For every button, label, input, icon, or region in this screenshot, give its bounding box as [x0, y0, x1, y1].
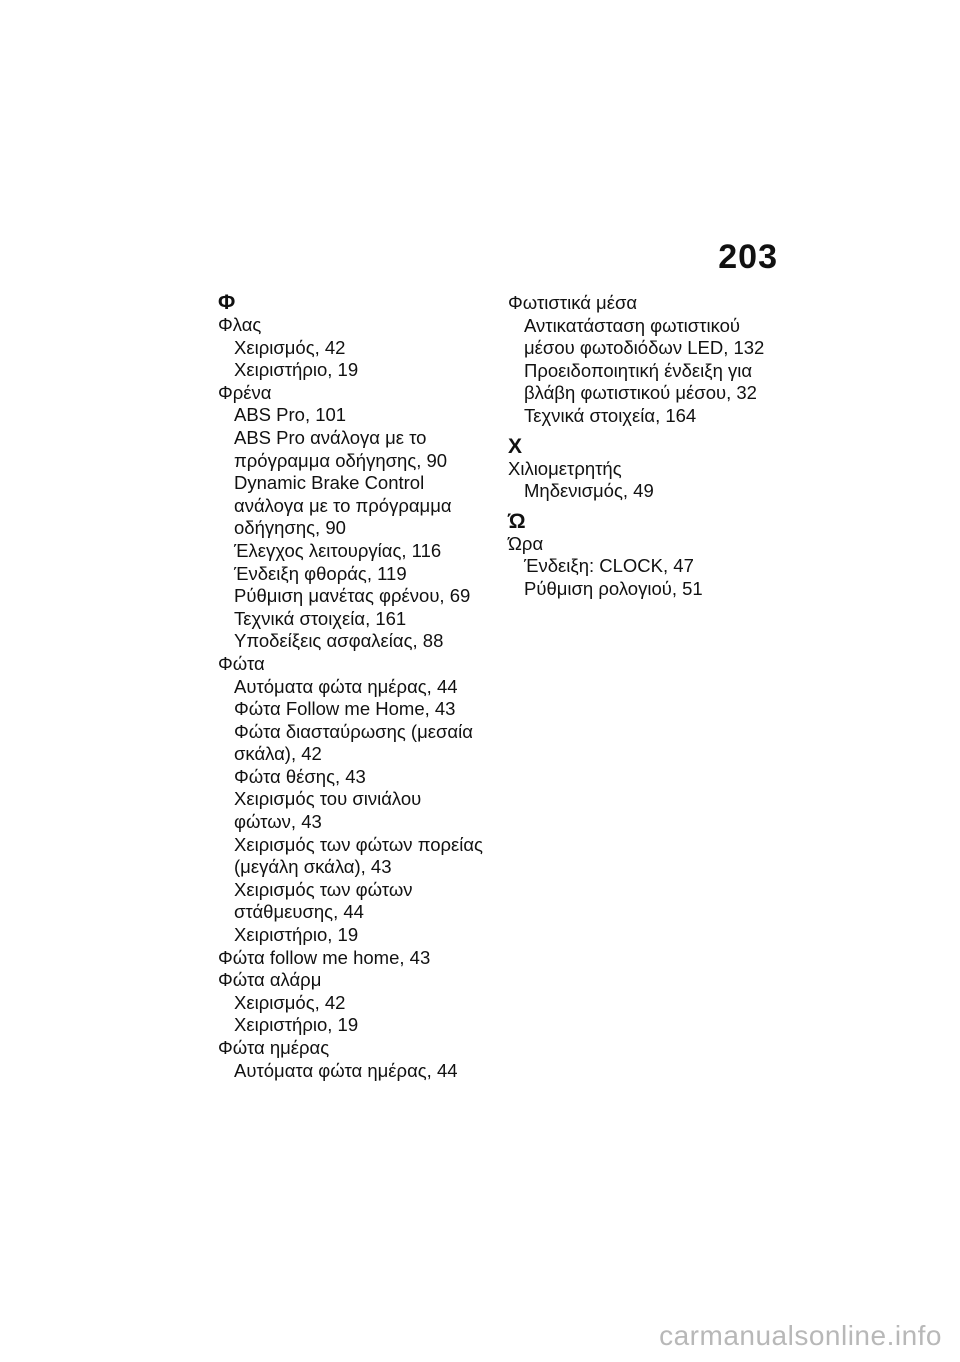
page-number: 203: [718, 238, 778, 276]
index-subentry: Χειρισμός, 42: [234, 991, 346, 1013]
index-subentry: (μεγάλη σκάλα), 43: [234, 856, 392, 878]
index-subentry: στάθμευσης, 44: [234, 901, 364, 923]
index-subentry: Μηδενισμός, 49: [524, 480, 654, 502]
index-entry: Χιλιομετρητής: [508, 457, 622, 479]
index-subentry: Αυτόματα φώτα ημέρας, 44: [234, 675, 458, 697]
index-entry: Ώρα: [508, 532, 544, 554]
index-subentry: ABS Pro ανάλογα με το: [234, 426, 427, 448]
index-subentry: Έλεγχος λειτουργίας, 116: [234, 539, 442, 561]
index-subentry: Προειδοποιητική ένδειξη για: [524, 359, 753, 381]
index-subentry: Φώτα διασταύρωσης (μεσαία: [234, 720, 473, 742]
index-subentry: Φώτα Follow me Home, 43: [234, 698, 456, 720]
index-column-right: [508, 292, 778, 601]
index-subentry: Ρύθμιση ρολογιού, 51: [524, 577, 703, 599]
index-subentry: Dynamic Brake Control: [234, 472, 425, 494]
watermark: carmanualsonline.info: [659, 1320, 942, 1351]
index-subentry: Χειριστήριο, 19: [234, 924, 359, 946]
index-subentry: βλάβη φωτιστικού μέσου, 32: [524, 382, 757, 404]
index-subentry: Ένδειξη φθοράς, 119: [234, 562, 407, 584]
index-subentry: Τεχνικά στοιχεία, 164: [524, 404, 697, 426]
index-subentry: Ένδειξη: CLOCK, 47: [524, 555, 694, 577]
index-subentry: φώτων, 43: [234, 811, 322, 833]
index-subentry: Υποδείξεις ασφαλείας, 88: [234, 630, 444, 652]
index-column-left: [218, 292, 488, 1082]
index-subentry: Φώτα θέσης, 43: [234, 765, 366, 787]
index-subentry: ανάλογα με το πρόγραμμα: [234, 494, 452, 516]
index-subentry: Αντικατάσταση φωτιστικού: [524, 314, 741, 336]
index-subentry: Χειριστήριο, 19: [234, 1014, 359, 1036]
index-entry: Φώτα follow me home, 43: [218, 946, 431, 968]
index-subentry: Χειρισμός των φώτων πορείας: [234, 833, 483, 855]
index-subentry: Χειρισμός των φώτων: [234, 878, 413, 900]
index-subentry: Ρύθμιση μανέτας φρένου, 69: [234, 585, 471, 607]
index-entry: Φωτιστικά μέσα: [508, 292, 638, 313]
index-subentry: Χειρισμός του σινιάλου: [234, 788, 422, 810]
section-letter: Ώ: [508, 509, 526, 533]
index-entry: Φλας: [218, 314, 262, 335]
index-subentry: ABS Pro, 101: [234, 404, 347, 426]
index-subentry: οδήγησης, 90: [234, 517, 346, 539]
index-entry: Φρένα: [218, 381, 272, 403]
index-subentry: πρόγραμμα οδήγησης, 90: [234, 449, 448, 471]
index-subentry: Χειριστήριο, 19: [234, 359, 359, 381]
index-subentry: σκάλα), 42: [234, 743, 322, 765]
index-subentry: μέσου φωτοδιόδων LED, 132: [524, 337, 765, 359]
section-letter: Χ: [508, 434, 523, 458]
index-entry: Φώτα ημέρας: [218, 1037, 330, 1058]
index-subentry: Αυτόματα φώτα ημέρας, 44: [234, 1059, 458, 1081]
index-subentry: Χειρισμός, 42: [234, 336, 346, 358]
section-letter: Φ: [218, 291, 236, 314]
index-entry: Φώτα αλάρμ: [218, 969, 322, 991]
index-entry: Φώτα: [218, 652, 265, 674]
index-subentry: Τεχνικά στοιχεία, 161: [234, 607, 407, 629]
